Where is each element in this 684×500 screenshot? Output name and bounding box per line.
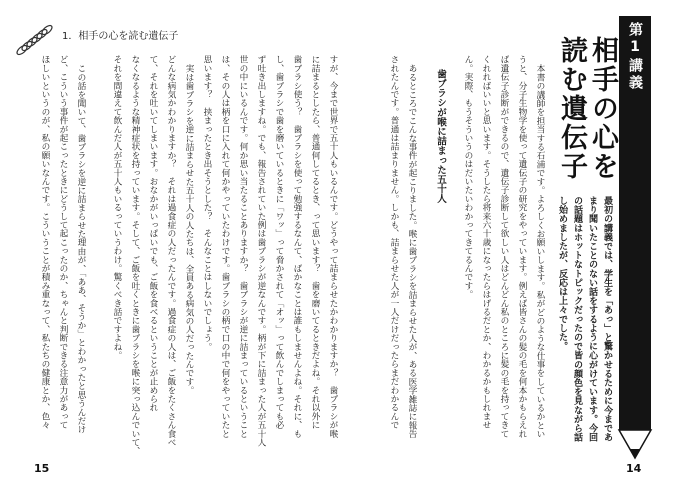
text-column: うと、分子生物学を使って遺伝子の研究をやっています。例えば皆さんの髪の毛を何本かもらえれ: [517, 55, 527, 438]
text-column: し、歯ブラシで歯を磨いているときに「ワッ」って脅かされて「オッ」って飲んでしまっても必: [274, 55, 284, 430]
text-column: ど、こういう事件が起こったときにどうして起こったのか、ちゃんと判断できる注意力があって: [58, 55, 68, 430]
text-column: ば遺伝子診断ができるので、遺伝子診断して欲しい人はどんどん私のところに髪の毛を持ってきて: [499, 55, 509, 438]
text-column: それを間違えて飲んだ人が五十人もいるっていうわけ。驚くべき話ですよね。: [112, 55, 122, 360]
chapter-intro-column: まり聞いたことのない話をするように心がけています。今回: [587, 196, 597, 442]
text-column: すが、今まで世界で五十人もいるんです。どうやって詰まらせたかわかりますか？ 歯ブラシが喉: [328, 55, 338, 438]
chapter-title-line: 読む遺伝子: [556, 36, 587, 181]
text-column: ほしいというのが、私の願いなんです。こういうことが積み重なって、私たちの健康とか、色々: [40, 55, 50, 430]
text-column: 本書の講師を担当する石浦です。よろしくお願いします。私がどのような仕事をしているかとい: [535, 63, 545, 438]
paragraph-gap: [90, 55, 108, 455]
text-column: 歯ブラシ使う？ 歯ブラシを使って勉強するなんて、ばかなことは誰もしませんよね。それに、も: [292, 55, 302, 438]
text-column: 実は歯ブラシを逆に詰まらせた五十人の人たちは、全員ある病気の人だったんです。: [184, 63, 194, 395]
text-column: ん。実際、もうそういうのはだいたいわかってきてるんです。: [463, 55, 473, 299]
text-column: て、それを吐いてしまいます。おなかがいっぱいでも、ご飯を食べるということが止められ: [148, 55, 158, 412]
page-number: 15: [34, 462, 50, 475]
chapter-intro-column: し始めましたが、反応は上々でした。: [557, 196, 567, 351]
page-number: 14: [626, 462, 642, 475]
spring-coil-icon: [14, 18, 58, 58]
text-column: どんな病気かわかりますか？ それは過食症の人だったんです。過食症の人は、ご飯をたくさん食べ: [166, 55, 176, 447]
text-column: されたんです。普通は詰まりません。しかも、詰まらせた人が一人だけだったらまだわかるんで: [389, 55, 399, 430]
text-column: ず吐き出しますね。でも、報告されていた例は歯ブラシが逆なんです。柄が下に詰まった人が五十人: [256, 55, 266, 447]
text-column: 思います？ 挟まったとき出そうとした？ そんなことはしないでしょう。: [202, 55, 212, 351]
text-column: この話を聞いて、歯ブラシを逆に詰まらせた理由が、「ああ、そうか」とわかったと思うんだけ: [76, 63, 86, 434]
chapter-title: [556, 36, 618, 188]
text-column: くれればいいと思います。そうしたら将来六十歳になったらはげるだとか、わかるかもしれませ: [481, 55, 491, 430]
text-column: は、その人は柄を口に入れて何かやっていたわけです。歯ブラシの柄で口の中で何をやっていたと: [220, 55, 230, 438]
text-column: に詰まるとしたら、普通何してるとき、って思います？ 歯を磨いてるときだよね。それ以外に: [310, 55, 320, 430]
text-column: 世の中にいるんです。何か思い当たることありますか？ 歯ブラシが逆に詰まっているということ: [238, 55, 248, 438]
chapter-intro: [554, 196, 614, 448]
section-subheading: 歯ブラシが喉に詰まった五十人: [435, 69, 446, 204]
chapter-title-line: 相手の心を: [587, 36, 618, 181]
text-column: あるところでこんな事件が起こりました。喉に歯ブラシを詰まらせた人が、ある医学雑誌に報告: [407, 63, 417, 438]
chapter-intro-column: の話題はホットなトピックだったので皆の顔色を見ながら話: [572, 196, 582, 442]
text-column: なくなるような精神症状を持っています。そして、ご飯を吐くときに歯ブラシを喉に突っ込んでいて、: [130, 55, 140, 456]
running-header: 1．相手の心を読む遺伝子: [62, 31, 179, 42]
chapter-intro-column: 最初の講義では、学生を「あっ」と驚かせるために今まであ: [602, 196, 612, 442]
right-page-body: [385, 55, 549, 455]
lecture-label: 第1講義: [627, 22, 643, 92]
left-page-body: [36, 55, 342, 455]
